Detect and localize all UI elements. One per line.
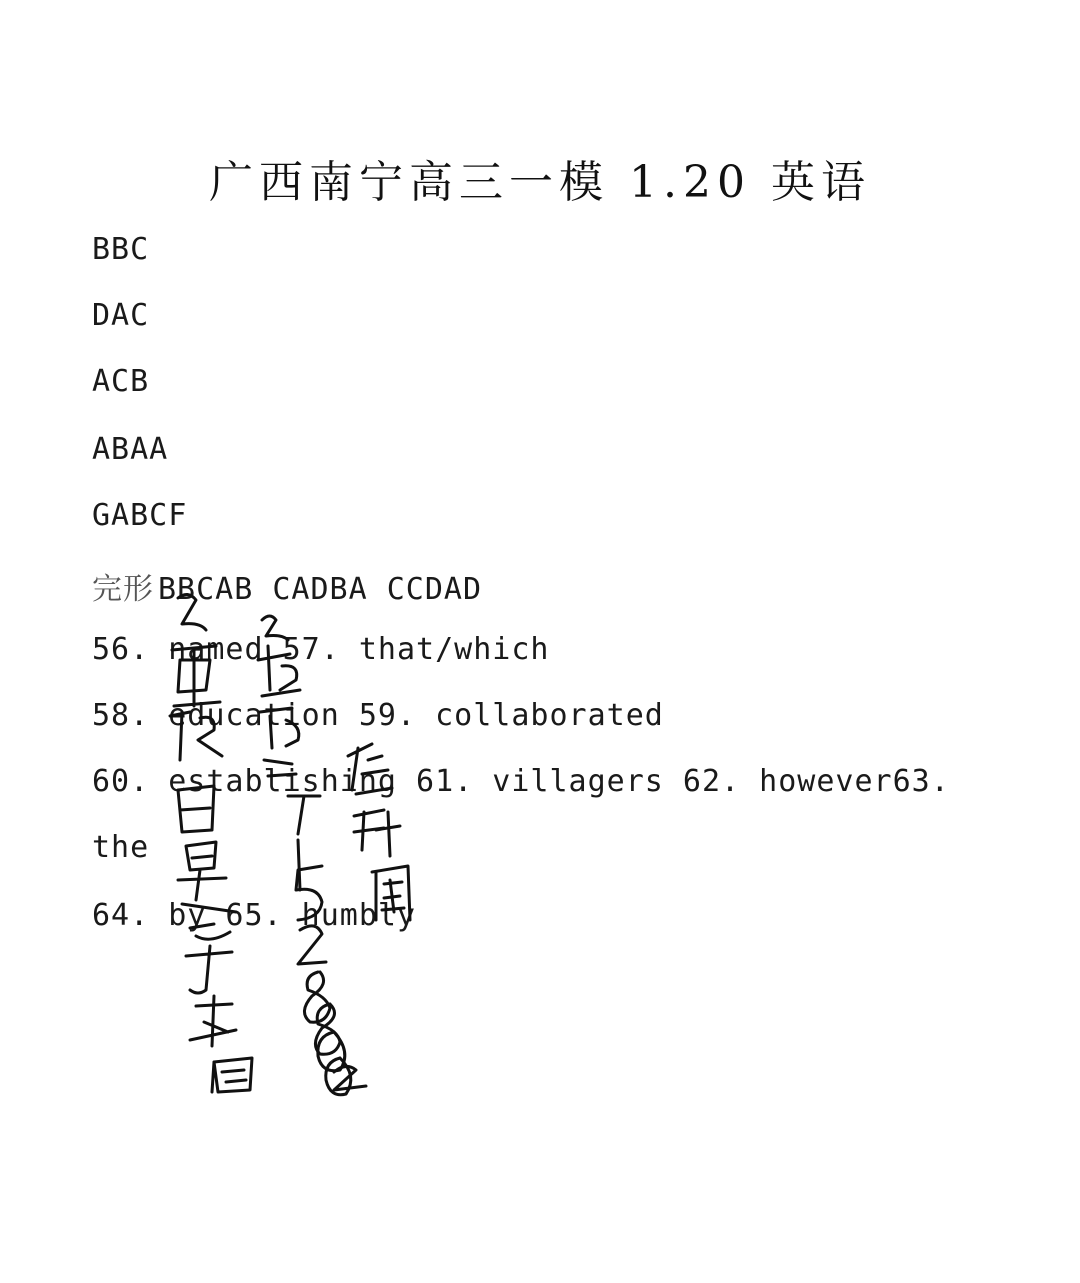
answer-row: ACB [92, 364, 150, 399]
cloze-answers: BBCAB CADBA CCDAD [158, 572, 483, 607]
cloze-row [92, 564, 482, 608]
answer-row: BBC [92, 232, 150, 267]
answer-row: ABAA [92, 432, 169, 467]
answer-row: 64. by 65. humbly [92, 898, 417, 933]
document-title: 广西南宁高三一模 1.20 英语 [209, 157, 871, 208]
answer-row: 56. named 57. that/which [92, 632, 550, 667]
answer-row: 58. education 59. collaborated [92, 698, 664, 733]
answer-row: GABCF [92, 498, 188, 533]
answer-row: DAC [92, 298, 150, 333]
cloze-label: 完形 [92, 572, 154, 607]
answer-row: the [92, 830, 150, 865]
answer-row: 60. establishing 61. villagers 62. however63. [92, 764, 950, 799]
handwriting-column-1 [170, 594, 252, 1092]
handwriting-column-2 [258, 616, 366, 1095]
